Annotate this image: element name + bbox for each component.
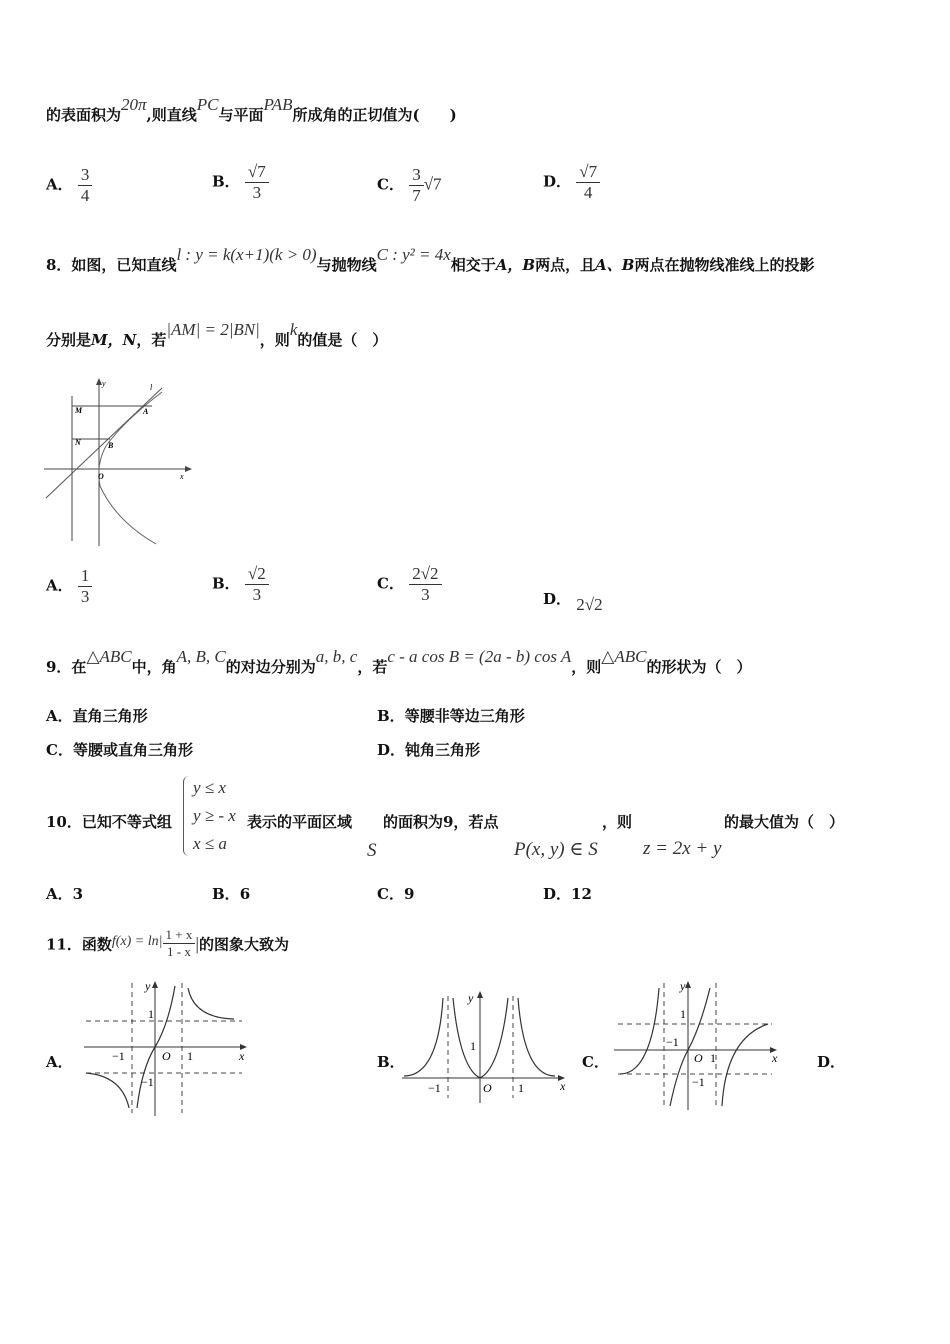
svg-text:y: y bbox=[468, 991, 474, 1005]
q10-option-b[interactable]: B．6 bbox=[212, 885, 251, 903]
svg-text:−1: −1 bbox=[141, 1075, 154, 1089]
fraction: $\frac{1 + x}{1 - x}$ bbox=[163, 927, 196, 960]
q10-system-brace bbox=[183, 776, 190, 856]
q7-option-a[interactable]: A． $\frac{3}{4}$ bbox=[46, 165, 92, 206]
q7-stem: 的表面积为20π,则直线PC与平面PAB所成角的正切值为( ) bbox=[46, 95, 457, 124]
q10-stem-then: ，则 bbox=[602, 813, 633, 831]
q8-stem-line2: 分别是M，N，若|AM| = 2|BN|，则k的值是（ ） bbox=[46, 320, 388, 349]
label-l: l bbox=[150, 383, 153, 392]
label-x: x bbox=[180, 472, 184, 481]
svg-text:−1: −1 bbox=[428, 1081, 441, 1095]
svg-text:−1: −1 bbox=[692, 1075, 705, 1089]
svg-text:1: 1 bbox=[470, 1039, 476, 1053]
q10-system: y ≤ x y ≥ - x x ≤ a bbox=[193, 778, 236, 853]
q8-stem-line1: 8．如图，已知直线l : y = k(x+1)(k > 0)与抛物线C : y² = 4x相交于A，B两点，且A、B两点在抛物线准线上的投影 bbox=[46, 245, 815, 274]
q10-option-c[interactable]: C．9 bbox=[377, 885, 415, 903]
q8-option-a[interactable]: A． $\frac{1}{3}$ bbox=[46, 566, 92, 607]
fraction: $\frac{√2}{3}$ bbox=[245, 564, 269, 605]
label-y: y bbox=[102, 379, 106, 388]
fraction: $\frac{1}{3}$ bbox=[78, 566, 93, 607]
q10-point: P(x, y) ∈ S bbox=[514, 839, 598, 860]
label-a: A bbox=[143, 407, 149, 416]
q7-option-c[interactable]: C． $\frac{3}{7}$ √7 bbox=[377, 165, 442, 205]
q10-stem-area: 的面积为9，若点 bbox=[383, 813, 499, 831]
svg-text:y: y bbox=[680, 979, 686, 993]
q10-option-a[interactable]: A．3 bbox=[46, 885, 84, 903]
label-b: B bbox=[108, 441, 114, 450]
q10-stem-suffix: 的最大值为（ ） bbox=[724, 813, 845, 831]
svg-text:1: 1 bbox=[148, 1007, 154, 1021]
q7-option-d[interactable]: D． $\frac{√7}{4}$ bbox=[543, 162, 600, 203]
svg-text:x: x bbox=[239, 1049, 245, 1063]
svg-text:O: O bbox=[694, 1051, 703, 1065]
q9-option-d[interactable]: D．钝角三角形 bbox=[377, 741, 481, 759]
q9-option-a[interactable]: A．直角三角形 bbox=[46, 707, 148, 725]
label-n: N bbox=[75, 438, 81, 447]
q11-option-d[interactable]: D． bbox=[817, 1053, 846, 1071]
svg-text:1: 1 bbox=[710, 1051, 716, 1065]
q10-stem: 10．已知不等式组 bbox=[46, 813, 172, 831]
q11-option-a[interactable]: A． bbox=[46, 1053, 73, 1071]
parabola-curve bbox=[99, 392, 162, 544]
svg-text:O: O bbox=[162, 1049, 171, 1063]
label-m: M bbox=[75, 406, 83, 415]
q8-option-d[interactable]: D． 2√2 bbox=[543, 590, 603, 614]
svg-text:1: 1 bbox=[680, 1007, 686, 1021]
q9-option-c[interactable]: C．等腰或直角三角形 bbox=[46, 741, 193, 759]
svg-text:O: O bbox=[483, 1081, 492, 1095]
fraction: $\frac{√7}{4}$ bbox=[576, 162, 600, 203]
q10-stem-mid: 表示的平面区域 bbox=[247, 813, 353, 831]
q11-stem: 11．函数f(x) = ln| $\frac{1 + x}{1 - x}$ |的图象大致为 bbox=[46, 927, 289, 959]
svg-text:1: 1 bbox=[518, 1081, 524, 1095]
fraction: $\frac{2√2}{3}$ bbox=[409, 564, 441, 605]
fraction: $\frac{√7}{3}$ bbox=[245, 162, 269, 203]
q11-graph-a bbox=[82, 978, 252, 1118]
q9-option-b[interactable]: B．等腰非等边三角形 bbox=[377, 707, 525, 725]
line-l bbox=[46, 388, 162, 498]
q11-option-b[interactable]: B． bbox=[377, 1053, 405, 1071]
q10-option-d[interactable]: D．12 bbox=[543, 885, 592, 903]
q11-graph-c bbox=[612, 978, 782, 1113]
q9-stem: 9．在△ABC中，角A, B, C的对边分别为a, b, c，若c - a cos B = (2a - b) cos A，则△ABC的形状为（ ） bbox=[46, 647, 752, 676]
q7-option-b[interactable]: B． $\frac{√7}{3}$ bbox=[212, 162, 269, 203]
svg-text:y: y bbox=[145, 979, 151, 993]
label-o: O bbox=[98, 472, 104, 481]
q8-option-b[interactable]: B． $\frac{√2}{3}$ bbox=[212, 564, 269, 605]
svg-text:−1: −1 bbox=[666, 1035, 679, 1049]
q10-objective: z = 2x + y bbox=[643, 838, 722, 859]
q11-graph-b bbox=[400, 988, 575, 1108]
q10-region-s: S bbox=[367, 840, 377, 861]
q8-figure bbox=[44, 376, 204, 551]
q8-option-c[interactable]: C． $\frac{2√2}{3}$ bbox=[377, 564, 442, 605]
svg-text:x: x bbox=[772, 1051, 778, 1065]
svg-text:x: x bbox=[560, 1079, 566, 1093]
svg-text:−1: −1 bbox=[112, 1049, 125, 1063]
svg-text:1: 1 bbox=[187, 1049, 193, 1063]
x-axis-arrow bbox=[185, 466, 192, 472]
fraction: $\frac{3}{4}$ bbox=[78, 165, 93, 206]
q11-option-c[interactable]: C． bbox=[582, 1053, 609, 1071]
fraction: $\frac{3}{7}$ bbox=[409, 165, 424, 206]
